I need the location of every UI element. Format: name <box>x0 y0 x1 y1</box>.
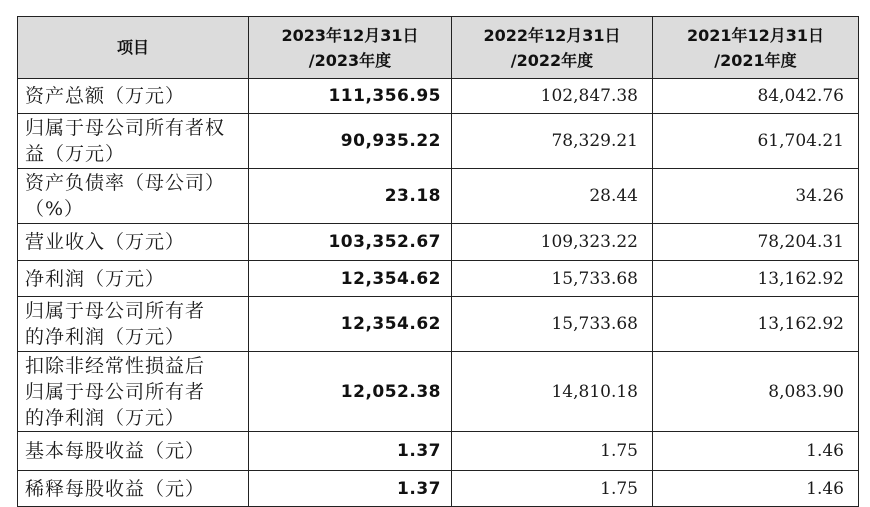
row-label: 基本每股收益（元） <box>18 432 249 471</box>
header-2023-date: 2023年12月31日 <box>281 25 419 45</box>
value-2023: 12,354.62 <box>249 261 452 297</box>
row-label: 净利润（万元） <box>18 261 249 297</box>
value-2021: 13,162.92 <box>653 261 859 297</box>
table-row <box>18 261 859 297</box>
header-2022-year: /2022年度 <box>510 50 594 70</box>
value-2022: 15,733.68 <box>452 261 653 297</box>
value-2023: 23.18 <box>249 169 452 224</box>
row-label: 稀释每股收益（元） <box>18 471 249 507</box>
table-row <box>18 352 859 432</box>
value-2021: 1.46 <box>653 432 859 471</box>
table-row <box>18 297 859 352</box>
value-2021: 61,704.21 <box>653 114 859 169</box>
value-2021: 78,204.31 <box>653 224 859 261</box>
financial-table-container <box>17 16 857 507</box>
value-2023: 103,352.67 <box>249 224 452 261</box>
row-label: 营业收入（万元） <box>18 224 249 261</box>
value-2022: 78,329.21 <box>452 114 653 169</box>
header-2021-date: 2021年12月31日 <box>686 25 825 45</box>
header-2021-year: /2021年度 <box>714 50 797 70</box>
value-2021: 84,042.76 <box>653 79 859 114</box>
table-row <box>18 169 859 224</box>
row-label: 资产负债率（母公司） （%） <box>18 169 249 224</box>
table-row <box>18 432 859 471</box>
value-2022: 102,847.38 <box>452 79 653 114</box>
financial-summary-table <box>17 16 859 507</box>
table-row <box>18 471 859 507</box>
row-label: 资产总额（万元） <box>18 79 249 114</box>
header-2022-date: 2022年12月31日 <box>483 25 621 45</box>
row-label: 扣除非经常性损益后 归属于母公司所有者 的净利润（万元） <box>18 352 249 432</box>
header-2022 <box>452 17 653 79</box>
value-2022: 109,323.22 <box>452 224 653 261</box>
value-2022: 15,733.68 <box>452 297 653 352</box>
value-2023: 90,935.22 <box>249 114 452 169</box>
row-label: 归属于母公司所有者 的净利润（万元） <box>18 297 249 352</box>
table-header-row <box>18 17 859 79</box>
table-row <box>18 114 859 169</box>
row-label: 归属于母公司所有者权 益（万元） <box>18 114 249 169</box>
header-2023 <box>249 17 452 79</box>
value-2023: 1.37 <box>249 432 452 471</box>
value-2021: 1.46 <box>653 471 859 507</box>
header-2023-year: /2023年度 <box>308 50 392 70</box>
table-row <box>18 224 859 261</box>
value-2022: 14,810.18 <box>452 352 653 432</box>
value-2023: 12,354.62 <box>249 297 452 352</box>
value-2021: 34.26 <box>653 169 859 224</box>
header-2021 <box>653 17 859 79</box>
header-item-label: 项目 <box>116 38 149 57</box>
table-row <box>18 79 859 114</box>
value-2023: 1.37 <box>249 471 452 507</box>
value-2022: 28.44 <box>452 169 653 224</box>
value-2021: 13,162.92 <box>653 297 859 352</box>
value-2023: 12,052.38 <box>249 352 452 432</box>
value-2022: 1.75 <box>452 471 653 507</box>
value-2023: 111,356.95 <box>249 79 452 114</box>
header-item <box>18 17 249 79</box>
value-2021: 8,083.90 <box>653 352 859 432</box>
value-2022: 1.75 <box>452 432 653 471</box>
